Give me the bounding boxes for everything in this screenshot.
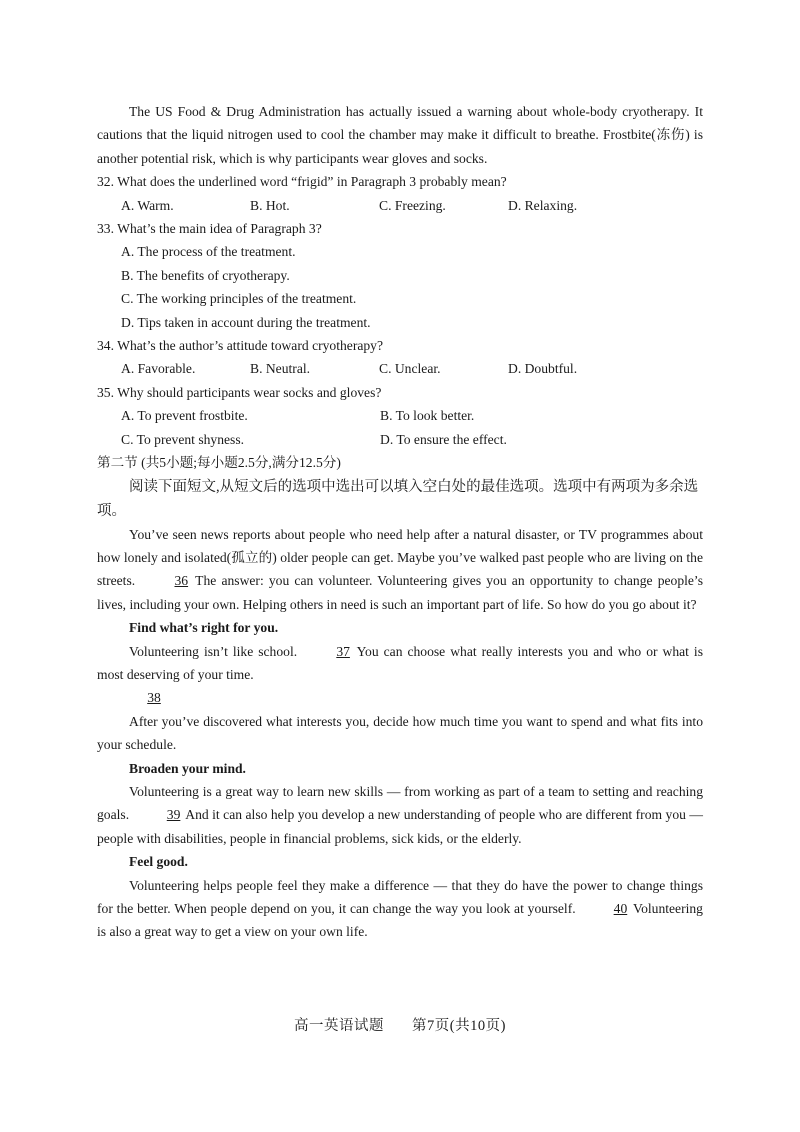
- question-stem: 32. What does the underlined word “frigid” in Paragraph 3 probably mean?: [97, 174, 507, 190]
- text: The answer: you can volunteer. Volunteering gives you an opportunity to change people’s lives, including your own. Helping others in need is such an important part of life. So how do you go about it?: [97, 573, 703, 612]
- blank-40: 40: [613, 901, 628, 916]
- question-list: [97, 170, 703, 451]
- passage-paragraph-4: [97, 780, 703, 850]
- answer-option: C. The working principles of the treatment.: [121, 291, 357, 307]
- passage-c-ending: The US Food & Drug Administration has actually issued a warning about whole-body cryotherapy. It cautions that the liquid nitrogen used to cool the chamber may make it difficult to breathe. Frostbite(冻伤) is another potential risk, which is why participants wear gloves and socks.: [97, 104, 703, 166]
- answer-option: B. Neutral.: [250, 361, 311, 377]
- answer-option: A. The process of the treatment.: [121, 244, 296, 260]
- page-footer: [0, 1014, 800, 1035]
- text: Volunteering is a great way to learn new skills — from working as part of a team to setting and reaching goals.: [97, 783, 703, 823]
- text: And it can also help you develop a new understanding of people who are different from you — people with disabilities, people in financial problems, sick kids, or the elderly.: [97, 807, 703, 846]
- section-instruction: 阅读下面短文,从短文后的选项中选出可以填入空白处的最佳选项。选项中有两项为多余选项。: [97, 478, 699, 519]
- answer-option: C. Unclear.: [379, 361, 441, 377]
- answer-option: A. To prevent frostbite.: [121, 408, 248, 424]
- option-row: [97, 194, 703, 217]
- subheading-find-right: Find what’s right for you.: [129, 620, 279, 636]
- question-stem: 33. What’s the main idea of Paragraph 3?: [97, 221, 322, 237]
- answer-option: D. To ensure the effect.: [380, 431, 507, 447]
- footer-subject: 高一英语试题: [294, 1018, 385, 1034]
- answer-option: B. The benefits of cryotherapy.: [121, 267, 290, 283]
- passage-paragraph-3: After you’ve discovered what interests you, decide how much time you want to spend and what fits into your schedule.: [97, 713, 703, 753]
- answer-option: C. Freezing.: [379, 197, 446, 213]
- blank-39: 39: [166, 807, 181, 823]
- blank-38: 38: [147, 690, 161, 706]
- footer-page-number: 第7页(共10页): [412, 1018, 506, 1034]
- subheading-feel-good: Feel good.: [129, 854, 188, 870]
- passage-paragraph-1: [97, 523, 703, 617]
- answer-option: D. Relaxing.: [508, 197, 578, 213]
- question-stem: 35. Why should participants wear socks and gloves?: [97, 384, 382, 400]
- text: Volunteering isn’t like school.: [129, 643, 303, 659]
- blank-36: 36: [174, 573, 189, 589]
- answer-option: D. Tips taken in account during the treatment.: [121, 314, 371, 330]
- subheading-broaden-mind: Broaden your mind.: [129, 760, 246, 776]
- text: Volunteering is also a great way to get a view on your own life.: [97, 901, 703, 940]
- answer-option: A. Favorable.: [121, 361, 196, 377]
- answer-option: B. To look better.: [380, 408, 475, 424]
- text: You’ve seen news reports about people who need help after a natural disaster, or TV programmes about how lonely and isolated(孤立的) older people can get. Maybe you’ve walked past people who are living on the streets.: [97, 526, 703, 589]
- option-row: [97, 404, 703, 427]
- answer-option: D. Doubtful.: [508, 361, 578, 377]
- option-row: [97, 357, 703, 380]
- blank-38-line: [97, 686, 703, 709]
- text: You can choose what really interests you and who or what is most deserving of your time.: [97, 643, 703, 682]
- section-title: 第二节 (共5小题;每小题2.5分,满分12.5分): [97, 455, 341, 471]
- passage-paragraph-2: [97, 640, 703, 687]
- answer-option: A. Warm.: [121, 197, 174, 213]
- answer-option: C. To prevent shyness.: [121, 431, 245, 447]
- text: Volunteering helps people feel they make a difference — that they do have the power to change things for the better. When people depend on you, it can change the way you look at yourself.: [97, 877, 703, 916]
- blank-37: 37: [336, 643, 350, 659]
- passage-paragraph-5: [97, 874, 703, 944]
- question-stem: 34. What’s the author’s attitude toward cryotherapy?: [97, 338, 384, 354]
- page-content: [97, 100, 703, 944]
- option-row: [97, 428, 703, 451]
- answer-option: B. Hot.: [250, 197, 290, 213]
